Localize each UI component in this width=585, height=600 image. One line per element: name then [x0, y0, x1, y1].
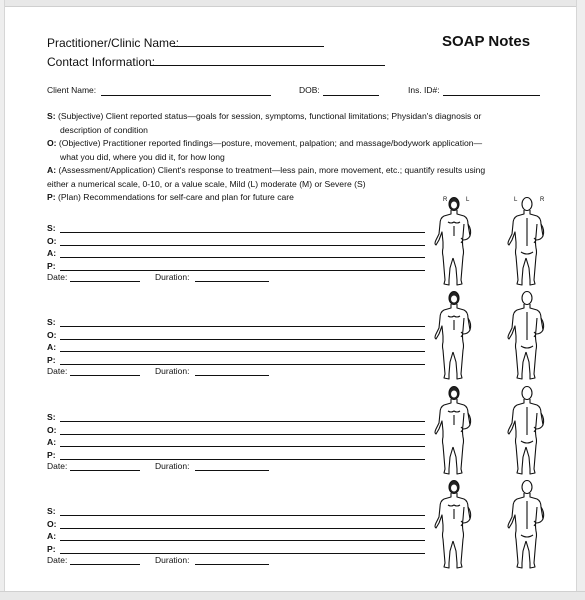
soap-row-field[interactable] — [60, 434, 425, 435]
soap-row-label: P: — [47, 354, 56, 365]
soap-row-field[interactable] — [60, 339, 425, 340]
side-marker: L — [466, 197, 470, 203]
duration-label: Duration: — [155, 555, 190, 565]
soap-row-field[interactable] — [60, 553, 425, 554]
client-name-field[interactable] — [101, 95, 271, 96]
body-diagram-front[interactable] — [430, 385, 474, 482]
side-marker: L — [514, 197, 518, 203]
body-diagram-back[interactable] — [503, 385, 547, 482]
legend-key: P: — [47, 192, 56, 202]
contact-field[interactable] — [150, 65, 385, 66]
legend-description: (Subjective) Client reported status—goals for session, symptoms, functional limitations; Physidan's diagnosis or — [55, 111, 482, 121]
date-label: Date: — [47, 272, 68, 282]
soap-row-field[interactable] — [60, 232, 425, 233]
soap-row-label: O: — [47, 518, 57, 529]
duration-label: Duration: — [155, 272, 190, 282]
page-border-top — [0, 0, 585, 7]
body-diagram-front[interactable] — [430, 196, 474, 293]
legend-continuation: either a numerical scale, 0-10, or a value scale, Mild (L) moderate (M) or Severe (S) — [47, 179, 366, 189]
date-label: Date: — [47, 461, 68, 471]
duration-field[interactable] — [195, 375, 269, 376]
soap-row-field[interactable] — [60, 351, 425, 352]
soap-row-label: S: — [47, 506, 56, 516]
page-border-right — [576, 0, 585, 600]
duration-label: Duration: — [155, 461, 190, 471]
legend-key: A: — [47, 165, 57, 175]
date-field[interactable] — [70, 281, 140, 282]
soap-row-field[interactable] — [60, 270, 425, 271]
side-marker: R — [443, 197, 448, 203]
dob-field[interactable] — [323, 95, 379, 96]
soap-row-label: O: — [47, 424, 57, 435]
page-border-left — [0, 0, 5, 600]
soap-row-label: A: — [47, 531, 57, 541]
soap-row-field[interactable] — [60, 257, 425, 258]
date-label: Date: — [47, 555, 68, 565]
soap-row-label: P: — [47, 543, 56, 554]
body-diagram-back[interactable] — [503, 290, 547, 387]
side-marker: R — [540, 197, 545, 203]
practitioner-label: Practitioner/Clinic Name: — [47, 36, 180, 50]
legend-item — [47, 191, 294, 204]
legend-continuation: description of condition — [60, 125, 148, 135]
soap-row-label: A: — [47, 248, 57, 258]
body-diagram-front[interactable] — [430, 479, 474, 576]
date-field[interactable] — [70, 375, 140, 376]
legend-item — [47, 110, 481, 123]
contact-label: Contact Information: — [47, 55, 156, 69]
soap-row-label: O: — [47, 235, 57, 246]
legend-key: S: — [47, 111, 56, 121]
soap-row-label: P: — [47, 260, 56, 271]
duration-field[interactable] — [195, 564, 269, 565]
soap-row-field[interactable] — [60, 421, 425, 422]
ins-id-label: Ins. ID#: — [408, 85, 440, 95]
duration-label: Duration: — [155, 366, 190, 376]
legend-item — [47, 164, 485, 177]
date-field[interactable] — [70, 470, 140, 471]
legend-description: (Plan) Recommendations for self-care and plan for future care — [55, 192, 294, 202]
soap-row-field[interactable] — [60, 446, 425, 447]
duration-field[interactable] — [195, 470, 269, 471]
duration-field[interactable] — [195, 281, 269, 282]
body-diagram-back[interactable] — [503, 479, 547, 576]
soap-row-label: S: — [47, 317, 56, 327]
soap-row-label: A: — [47, 342, 57, 352]
dob-label: DOB: — [299, 85, 320, 95]
legend-description: (Objective) Practitioner reported findings—posture, movement, palpation; and massage/bodywork application— — [56, 138, 483, 148]
soap-row-label: S: — [47, 412, 56, 422]
page-title: SOAP Notes — [442, 33, 531, 50]
soap-row-field[interactable] — [60, 245, 425, 246]
legend-key: O: — [47, 138, 57, 148]
legend-item — [47, 137, 482, 150]
client-name-label: Client Name: — [47, 85, 97, 95]
date-field[interactable] — [70, 564, 140, 565]
legend-description: (Assessment/Application) Client's response to treatment—less pain, more movement, etc.; quantify results using — [56, 165, 486, 175]
legend-continuation: what you did, where you did it, for how long — [60, 152, 225, 162]
ins-id-field[interactable] — [443, 95, 540, 96]
soap-row-field[interactable] — [60, 515, 425, 516]
practitioner-field[interactable] — [172, 46, 324, 47]
soap-row-label: S: — [47, 223, 56, 233]
page-border-bottom — [0, 591, 585, 600]
soap-row-field[interactable] — [60, 326, 425, 327]
soap-row-label: O: — [47, 329, 57, 340]
soap-row-field[interactable] — [60, 459, 425, 460]
soap-row-label: P: — [47, 449, 56, 460]
body-diagram-front[interactable] — [430, 290, 474, 387]
soap-row-field[interactable] — [60, 540, 425, 541]
soap-row-label: A: — [47, 437, 57, 447]
date-label: Date: — [47, 366, 68, 376]
soap-row-field[interactable] — [60, 528, 425, 529]
soap-row-field[interactable] — [60, 364, 425, 365]
body-diagram-back[interactable] — [503, 196, 547, 293]
